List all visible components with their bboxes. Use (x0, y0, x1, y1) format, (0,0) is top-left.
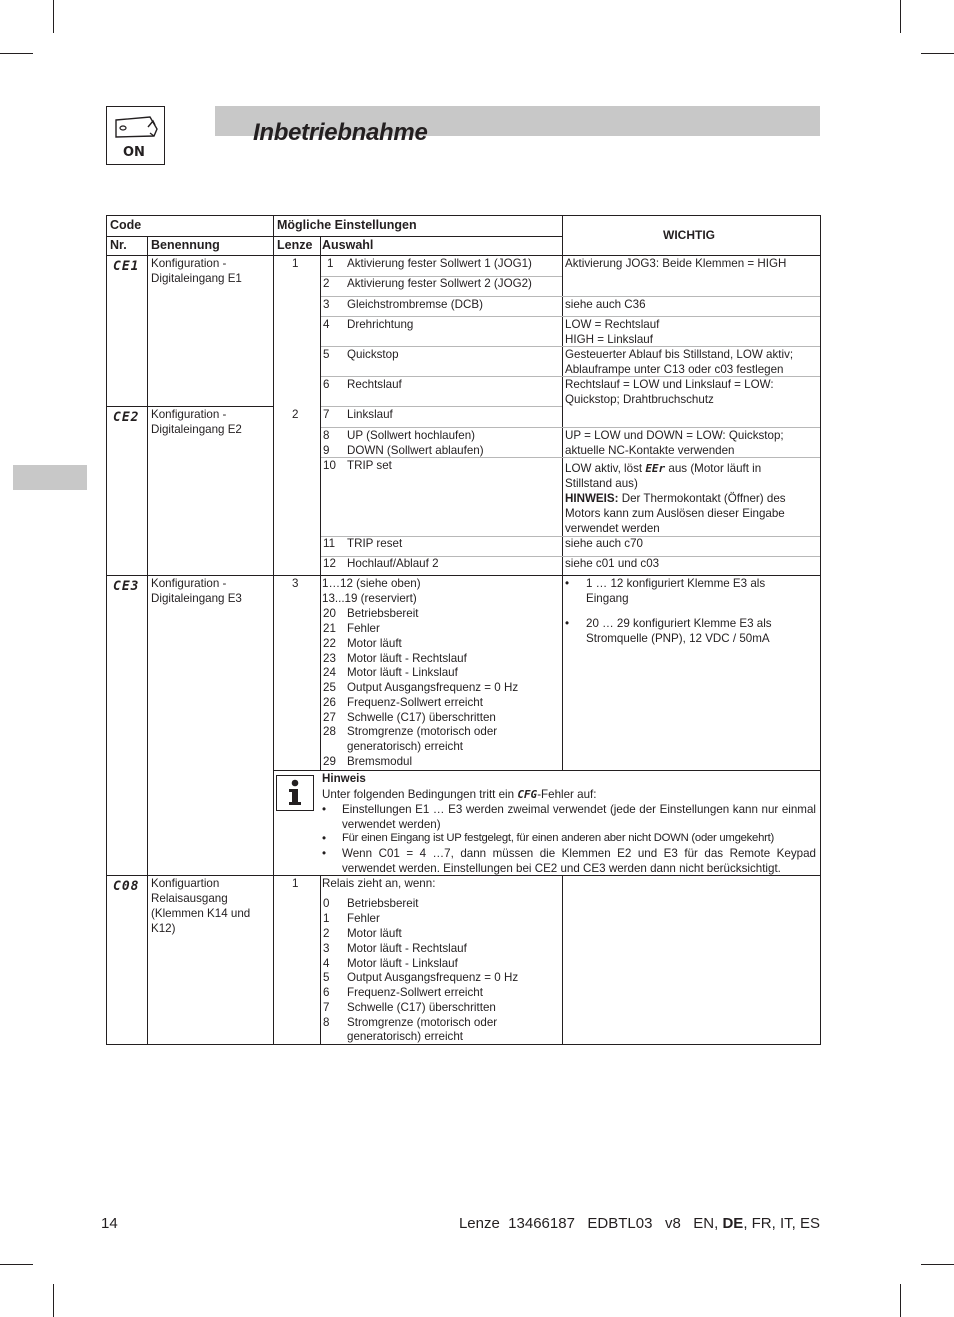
option-label: Gleichstrombremse (DCB) (347, 298, 483, 311)
option-label: Betriebsbereit (347, 897, 419, 910)
option-label: TRIP reset (347, 537, 403, 550)
option-label: Drehrichtung (347, 318, 414, 331)
header-selection: Auswahl (322, 238, 374, 252)
option-label: Rechtslauf (347, 378, 402, 391)
default-ce1: 1 (292, 257, 299, 270)
note-trip (565, 461, 761, 476)
info-icon (276, 775, 314, 811)
note-hinweis-text: Der Thermokontakt (Öffner) des Motors kann zum Auslösen dieser Eingabe verwendet werden (565, 492, 786, 535)
crop-mark (53, 0, 54, 33)
header-important: WICHTIG (663, 228, 715, 242)
option-number: 5 (323, 348, 330, 361)
option-number: 4 (323, 318, 330, 331)
document-id: Lenze 13466187 EDBTL03 v8 EN, (458, 1215, 723, 1232)
option-label: Frequenz-Sollwert erreicht (347, 696, 483, 709)
option-number: 22 (323, 637, 336, 650)
option-number: 28 (323, 725, 336, 738)
bullet-mark: • (565, 577, 570, 590)
note-trip-text: LOW aktiv, löst (565, 462, 646, 475)
option-number: 27 (323, 711, 336, 724)
note-direction: HIGH = Linkslauf (565, 333, 653, 346)
bullet-mark: • (322, 832, 327, 845)
option-number: 6 (323, 378, 330, 391)
option-label: Motor läuft - Rechtslauf (347, 652, 467, 665)
option-label: Quickstop (347, 348, 399, 361)
power-switch-icon (106, 106, 165, 165)
note-jog3: Aktivierung JOG3: Beide Klemmen = HIGH (565, 257, 787, 270)
ce3-note: 1 … 12 konfiguriert Klemme E3 als Eingang (586, 577, 766, 605)
crop-mark (0, 1264, 33, 1265)
option-label: Schwelle (C17) überschritten (347, 711, 496, 724)
name-ce2: Konfiguration - (151, 408, 227, 421)
code-ce2: CE2 (113, 410, 140, 425)
note-updown: aktuelle NC-Kontakte verwenden (565, 444, 735, 457)
option-number: 3 (323, 298, 330, 311)
crop-mark (921, 1264, 954, 1265)
crop-mark (900, 0, 901, 33)
option-number: 7 (323, 1001, 330, 1014)
note-updown: UP = LOW und DOWN = LOW: Quickstop; (565, 429, 784, 442)
option-label: Aktivierung fester Sollwert 1 (JOG1) (347, 257, 532, 270)
info-bullet: Für einen Eingang ist UP festgelegt, für einen anderen aber nicht DOWN (oder umgekehrt) (342, 832, 775, 844)
language-current: DE (722, 1215, 744, 1232)
ce3-option: 13...19 (reserviert) (322, 592, 417, 605)
option-number: 2 (323, 277, 330, 290)
option-number: 3 (323, 942, 330, 955)
code-ce3: CE3 (113, 579, 140, 594)
option-label: Hochlauf/Ablauf 2 (347, 557, 439, 570)
option-label: DOWN (Sollwert ablaufen) (347, 444, 484, 457)
option-number: 1 (323, 912, 330, 925)
document-info (459, 1215, 820, 1232)
option-label: Fehler (347, 912, 380, 925)
option-label: Output Ausgangsfrequenz = 0 Hz (347, 971, 519, 984)
note-trip-text: aus (Motor läuft in (665, 462, 762, 475)
page-title: Inbetriebnahme (253, 119, 428, 146)
note-c01c03: siehe c01 und c03 (565, 557, 660, 570)
option-label: TRIP set (347, 459, 392, 472)
info-bullet: Wenn C01 = 4 …7, dann müssen die Klemmen E2 und E3 für das Remote Keypad verwendet werden. Einstellungen bei CE2 und CE3 werden dann nicht berücksichtigt. (342, 847, 816, 875)
header-code: Code (110, 218, 142, 232)
info-intro-text: -Fehler auf: (537, 788, 597, 801)
note-direction: LOW = Rechtslauf (565, 318, 660, 331)
option-number: 4 (323, 957, 330, 970)
side-tab-marker (13, 465, 87, 490)
name-ce3: Digitaleingang E3 (151, 592, 242, 605)
note-trip: Stillstand aus) (565, 477, 638, 490)
note-quickstop: Ablauframpe unter C13 oder c03 festlegen (565, 363, 784, 376)
option-number: 2 (323, 927, 330, 940)
option-number: 9 (323, 444, 330, 457)
name-ce2: Digitaleingang E2 (151, 423, 242, 436)
language-list: , FR, IT, ES (743, 1215, 820, 1232)
cfg-code: CFG (517, 788, 538, 801)
option-number: 29 (323, 755, 336, 768)
name-ce1: Digitaleingang E1 (151, 272, 242, 285)
code-c08: C08 (113, 879, 140, 894)
option-label: Aktivierung fester Sollwert 2 (JOG2) (347, 277, 532, 290)
info-title: Hinweis (322, 772, 366, 785)
option-label: Stromgrenze (motorisch oder (347, 725, 498, 738)
note-rechtslauf: Rechtslauf = LOW und Linkslauf = LOW: (565, 378, 774, 391)
name-ce1: Konfiguration - (151, 257, 227, 270)
name-c08: K12) (151, 922, 176, 935)
option-label: generatorisch) erreicht (347, 740, 463, 753)
option-number: 5 (323, 971, 330, 984)
default-ce2: 2 (292, 408, 299, 421)
option-label: Motor läuft (347, 927, 402, 940)
option-number: 12 (323, 557, 336, 570)
option-label: Stromgrenze (motorisch oder (347, 1016, 498, 1029)
option-label: Output Ausgangsfrequenz = 0 Hz (347, 681, 519, 694)
header-settings: Mögliche Einstellungen (277, 218, 417, 232)
name-c08: Relaisausgang (151, 892, 228, 905)
option-label: Bremsmodul (347, 755, 413, 768)
bullet-mark: • (322, 847, 327, 860)
note-quickstop: Gesteuerter Ablauf bis Stillstand, LOW aktiv; (565, 348, 794, 361)
option-number: 25 (323, 681, 336, 694)
crop-mark (921, 53, 954, 54)
option-number: 8 (323, 1016, 330, 1029)
option-number: 10 (323, 459, 336, 472)
crop-mark (0, 53, 33, 54)
option-label: Linkslauf (347, 408, 393, 421)
option-number: 23 (323, 652, 336, 665)
option-label: Fehler (347, 622, 380, 635)
option-label: Betriebsbereit (347, 607, 419, 620)
header-nr: Nr. (110, 238, 127, 252)
ce3-note: 20 … 29 konfiguriert Klemme E3 als Stromquelle (PNP), 12 VDC / 50mA (586, 617, 772, 645)
note-hinweis-label: HINWEIS: (565, 492, 619, 505)
note-c70: siehe auch c70 (565, 537, 643, 550)
option-label: Motor läuft - Linkslauf (347, 957, 458, 970)
info-bullet: Einstellungen E1 … E3 werden zweimal verwendet (jede der Einstellungen kann nur einmal verwendet werden) (342, 803, 816, 831)
c08-intro: Relais zieht an, wenn: (322, 877, 436, 890)
option-number: 6 (323, 986, 330, 999)
name-ce3: Konfiguration - (151, 577, 227, 590)
trip-code: EEr (645, 462, 666, 475)
option-label: Schwelle (C17) überschritten (347, 1001, 496, 1014)
option-number: 26 (323, 696, 336, 709)
bullet-mark: • (322, 803, 327, 816)
option-label: Motor läuft - Linkslauf (347, 666, 458, 679)
option-label: Motor läuft (347, 637, 402, 650)
note-rechtslauf: Quickstop; Drahtbruchschutz (565, 393, 714, 406)
default-c08: 1 (292, 877, 299, 890)
option-label: generatorisch) erreicht (347, 1030, 463, 1043)
info-intro (322, 787, 596, 802)
option-number: 21 (323, 622, 336, 635)
info-intro-text: Unter folgenden Bedingungen tritt ein (322, 788, 518, 801)
option-label: UP (Sollwert hochlaufen) (347, 429, 476, 442)
crop-mark (900, 1284, 901, 1317)
ce3-option: 1…12 (siehe oben) (322, 577, 421, 590)
name-c08: (Klemmen K14 und (151, 907, 251, 920)
option-number: 1 (327, 257, 334, 270)
header-name: Benennung (151, 238, 220, 252)
header-default: Lenze (277, 238, 313, 252)
page-number: 14 (101, 1215, 118, 1232)
option-number: 20 (323, 607, 336, 620)
option-number: 11 (323, 537, 336, 550)
option-number: 0 (323, 897, 330, 910)
name-c08: Konfiguartion (151, 877, 220, 890)
on-label: ON (123, 145, 145, 160)
code-ce1: CE1 (113, 259, 140, 274)
option-number: 24 (323, 666, 336, 679)
bullet-mark: • (565, 617, 570, 630)
default-ce3: 3 (292, 577, 299, 590)
crop-mark (53, 1284, 54, 1317)
option-label: Frequenz-Sollwert erreicht (347, 986, 483, 999)
option-number: 7 (323, 408, 330, 421)
note-c36: siehe auch C36 (565, 298, 646, 311)
option-label: Motor läuft - Rechtslauf (347, 942, 467, 955)
note-thermo (565, 491, 815, 536)
option-number: 8 (323, 429, 330, 442)
parameter-table (106, 215, 821, 1045)
